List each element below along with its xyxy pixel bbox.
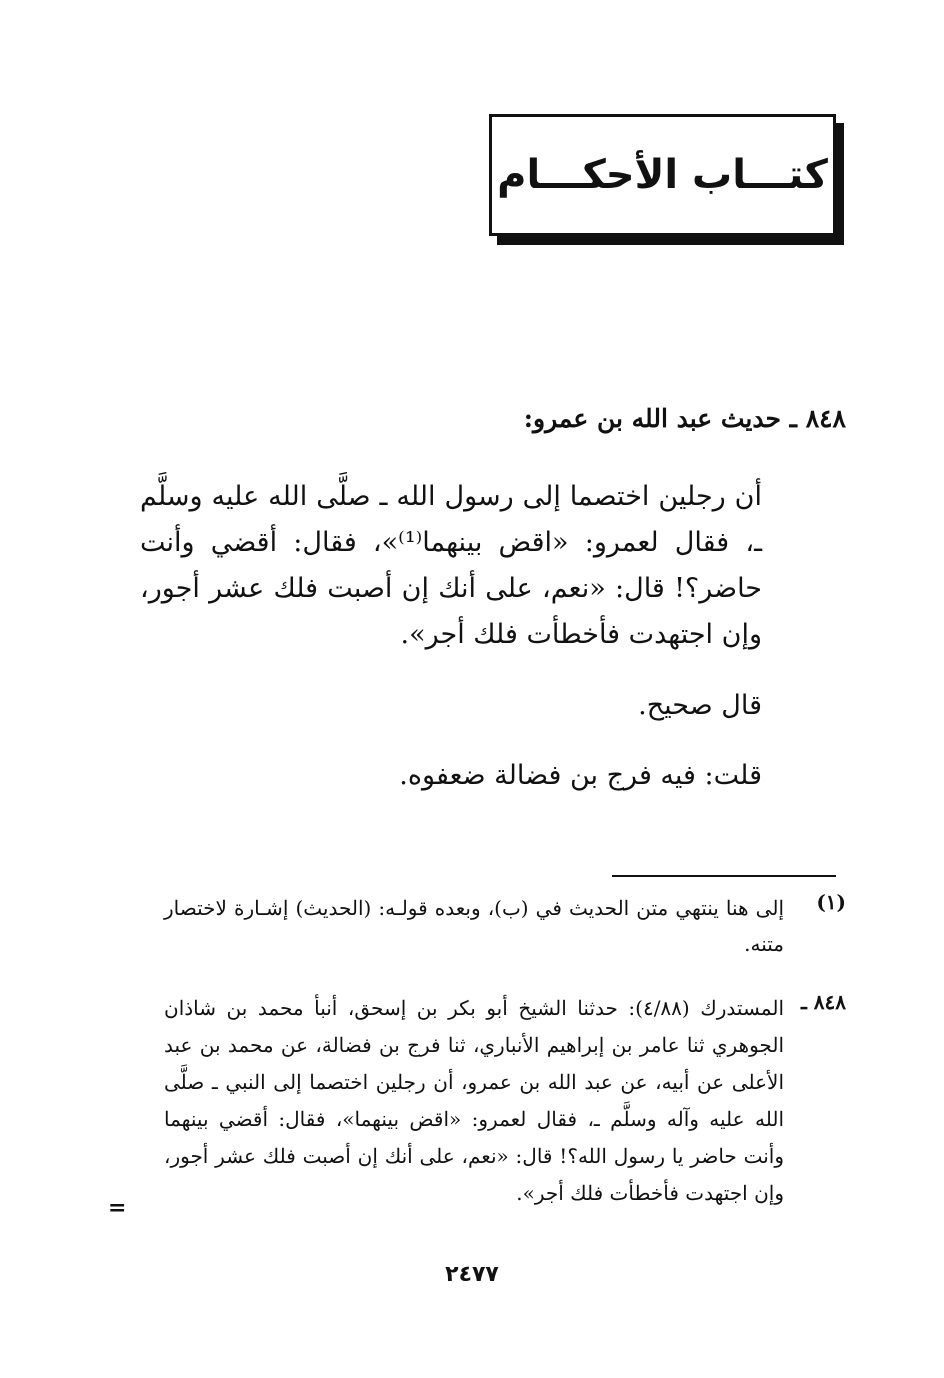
hadith-heading: ٨٤٨ ـ حديث عبد الله بن عمرو:	[523, 404, 846, 433]
footnote-2-marker: ٨٤٨ ـ	[800, 990, 846, 1014]
hadith-verdict: قال صحيح.	[638, 690, 762, 721]
footnote-1-marker: (١)	[816, 890, 846, 914]
footnote-2	[146, 990, 846, 1212]
page-number: ٢٤٧٧	[445, 1262, 499, 1287]
footnote-1	[146, 890, 846, 962]
hadith-text: أن رجلين اختصما إلى رسول الله ـ صلَّى الله عليه وسلَّم ـ، فقال لعمرو: «اقض بينهما⁽¹⁾»، فقال: أقضي وأنت حاضر؟! قال: «نعم، على أنك إن أصبت فلك عشر أجور، وإن اجتهدت فأخطأت فلك أجر».	[140, 481, 763, 650]
footnote-1-text: إلى هنا ينتهي متن الحديث في (ب)، وبعده قولـه: (الحديث) إشـارة لاختصار متنه.	[164, 896, 784, 956]
continuation-mark: =	[108, 1195, 127, 1221]
footnote-2-text: المستدرك (٤/٨٨): حدثنا الشيخ أبو بكر بن إسحق، أنبأ محمد بن شاذان الجوهري ثنا عامر بن إبراهيم الأنباري، ثنا فرج بن فضالة، عن محمد بن عبد الأعلى عن أبيه، عن عبد الله بن عمرو، أن رجلين اختصما إلى النبي ـ صلَّى الله عليه وآله وسلَّم ـ، فقال لعمرو: «اقض بينهما»، فقال: أقضي بينهما وأنت حاضر يا رسول الله؟! قال: «نعم، على أنك إن أصبت فلك عشر أجور، وإن اجتهدت فأخطأت فلك أجر».	[164, 996, 784, 1205]
hadith-comment: قلت: فيه فرج بن فضالة ضعفوه.	[399, 760, 762, 791]
chapter-title-box	[489, 114, 836, 236]
chapter-title: كتـــاب الأحكـــام	[497, 152, 828, 198]
footnote-divider	[612, 875, 836, 877]
